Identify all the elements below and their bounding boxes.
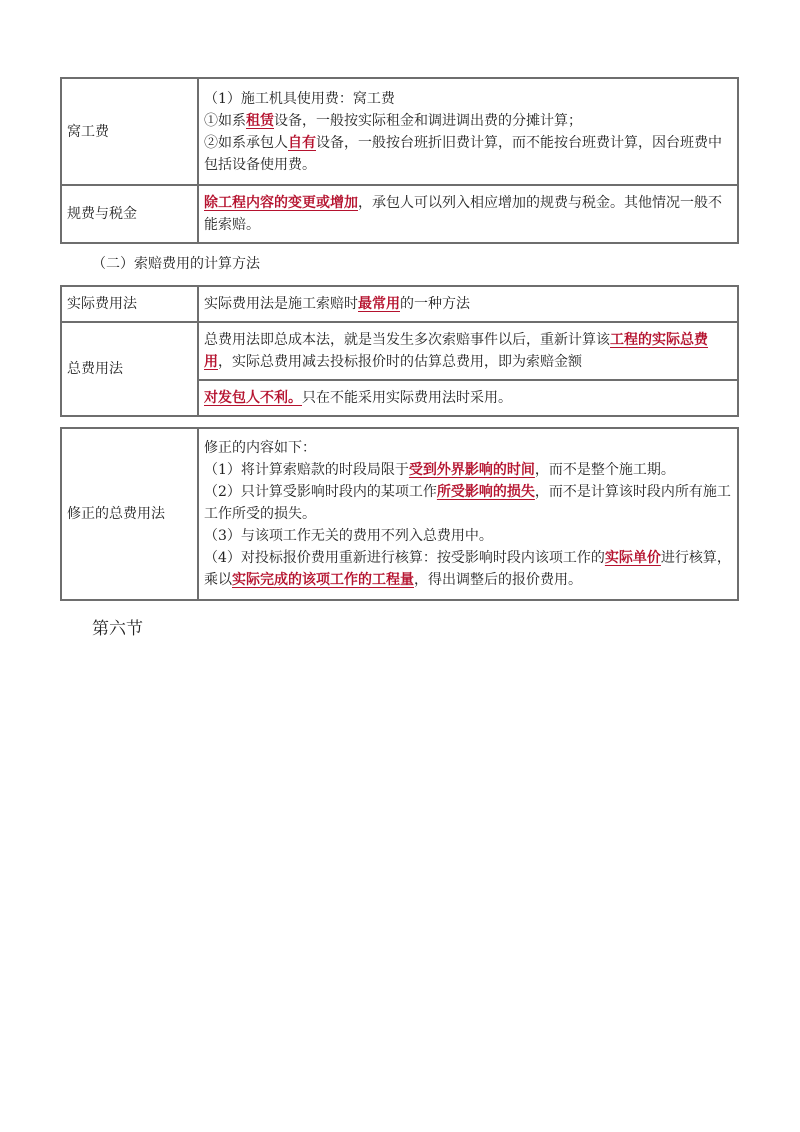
highlight-text: 对发包人不利。 — [204, 390, 302, 406]
text: 实际费用法是施工索赔时 — [204, 296, 358, 312]
row-content — [198, 322, 738, 380]
text-line — [204, 110, 732, 132]
modified-total-cost-table — [60, 427, 739, 601]
section-title: 第六节 — [92, 619, 143, 639]
text-line: 修正的内容如下： — [204, 440, 316, 456]
text: ，实际总费用减去投标报价时的估算总费用，即为索赔金额 — [218, 354, 582, 370]
text: （4）对投标报价费用重新进行核算：按受影响时段内该项工作的 — [204, 550, 605, 566]
row-content — [198, 380, 738, 416]
table-row — [61, 322, 738, 380]
text: 设备，一般按台班折旧费计算，而不能按台班费计算，因台班费中包括设备使用费。 — [204, 134, 722, 173]
text-line — [204, 481, 732, 525]
table-row — [61, 286, 738, 322]
highlight-text: 实际完成的该项工作的工程量 — [232, 572, 414, 588]
text: ，得出调整后的报价费用。 — [414, 572, 582, 588]
text: ，而不是计算该时段内所有施工工作所受的损失。 — [204, 484, 731, 522]
text: 只在不能采用实际费用法时采用。 — [302, 390, 512, 406]
highlight-text: 实际单价 — [604, 550, 661, 566]
table-row — [61, 78, 738, 185]
row-label: 窝工费 — [61, 78, 198, 185]
highlight-text: 所受影响的损失 — [436, 484, 535, 500]
text: ①如系 — [204, 112, 246, 129]
text: ，而不是整个施工期。 — [534, 462, 675, 478]
text-line — [204, 459, 732, 481]
highlight-text: 除工程内容的变更或增加 — [204, 195, 358, 211]
row-label: 规费与税金 — [61, 185, 198, 243]
table-row — [61, 428, 738, 600]
row-label: 实际费用法 — [61, 286, 198, 322]
text-line: （1）施工机具使用费：窝工费 — [204, 90, 395, 107]
row-content — [198, 286, 738, 322]
text: 设备，一般按实际租金和调进调出费的分摊计算； — [274, 112, 582, 129]
text: 的一种方法 — [400, 296, 470, 312]
table-row — [61, 185, 738, 243]
highlight-text: 自有 — [288, 134, 316, 151]
row-label: 修正的总费用法 — [61, 428, 198, 600]
row-content — [198, 428, 738, 600]
highlight-text: 受到外界影响的时间 — [408, 462, 535, 478]
highlight-text: 租赁 — [246, 112, 274, 129]
text-line: （3）与该项工作无关的费用不列入总费用中。 — [204, 528, 493, 544]
text: （1）将计算索赔款的时段局限于 — [204, 462, 409, 478]
calc-method-table — [60, 285, 739, 417]
text-line — [204, 132, 732, 176]
row-content — [198, 185, 738, 243]
row-content — [198, 78, 738, 185]
text: ，承包人可以列入相应增加的规费与税金。其他情况一般不能索赔。 — [204, 195, 722, 233]
highlight-text: 最常用 — [358, 296, 400, 312]
highlight-text: 工程的实际总费用 — [204, 332, 708, 370]
idle-cost-table — [60, 77, 739, 244]
text: 进行核算，乘以 — [204, 550, 731, 588]
text-line — [204, 547, 732, 591]
text: 总费用法即总成本法，就是当发生多次索赔事件以后，重新计算该 — [204, 332, 610, 348]
row-label: 总费用法 — [61, 322, 198, 416]
subheading: （二）索赔费用的计算方法 — [92, 256, 260, 272]
text: （2）只计算受影响时段内的某项工作 — [204, 484, 437, 500]
text: ②如系承包人 — [204, 134, 288, 151]
